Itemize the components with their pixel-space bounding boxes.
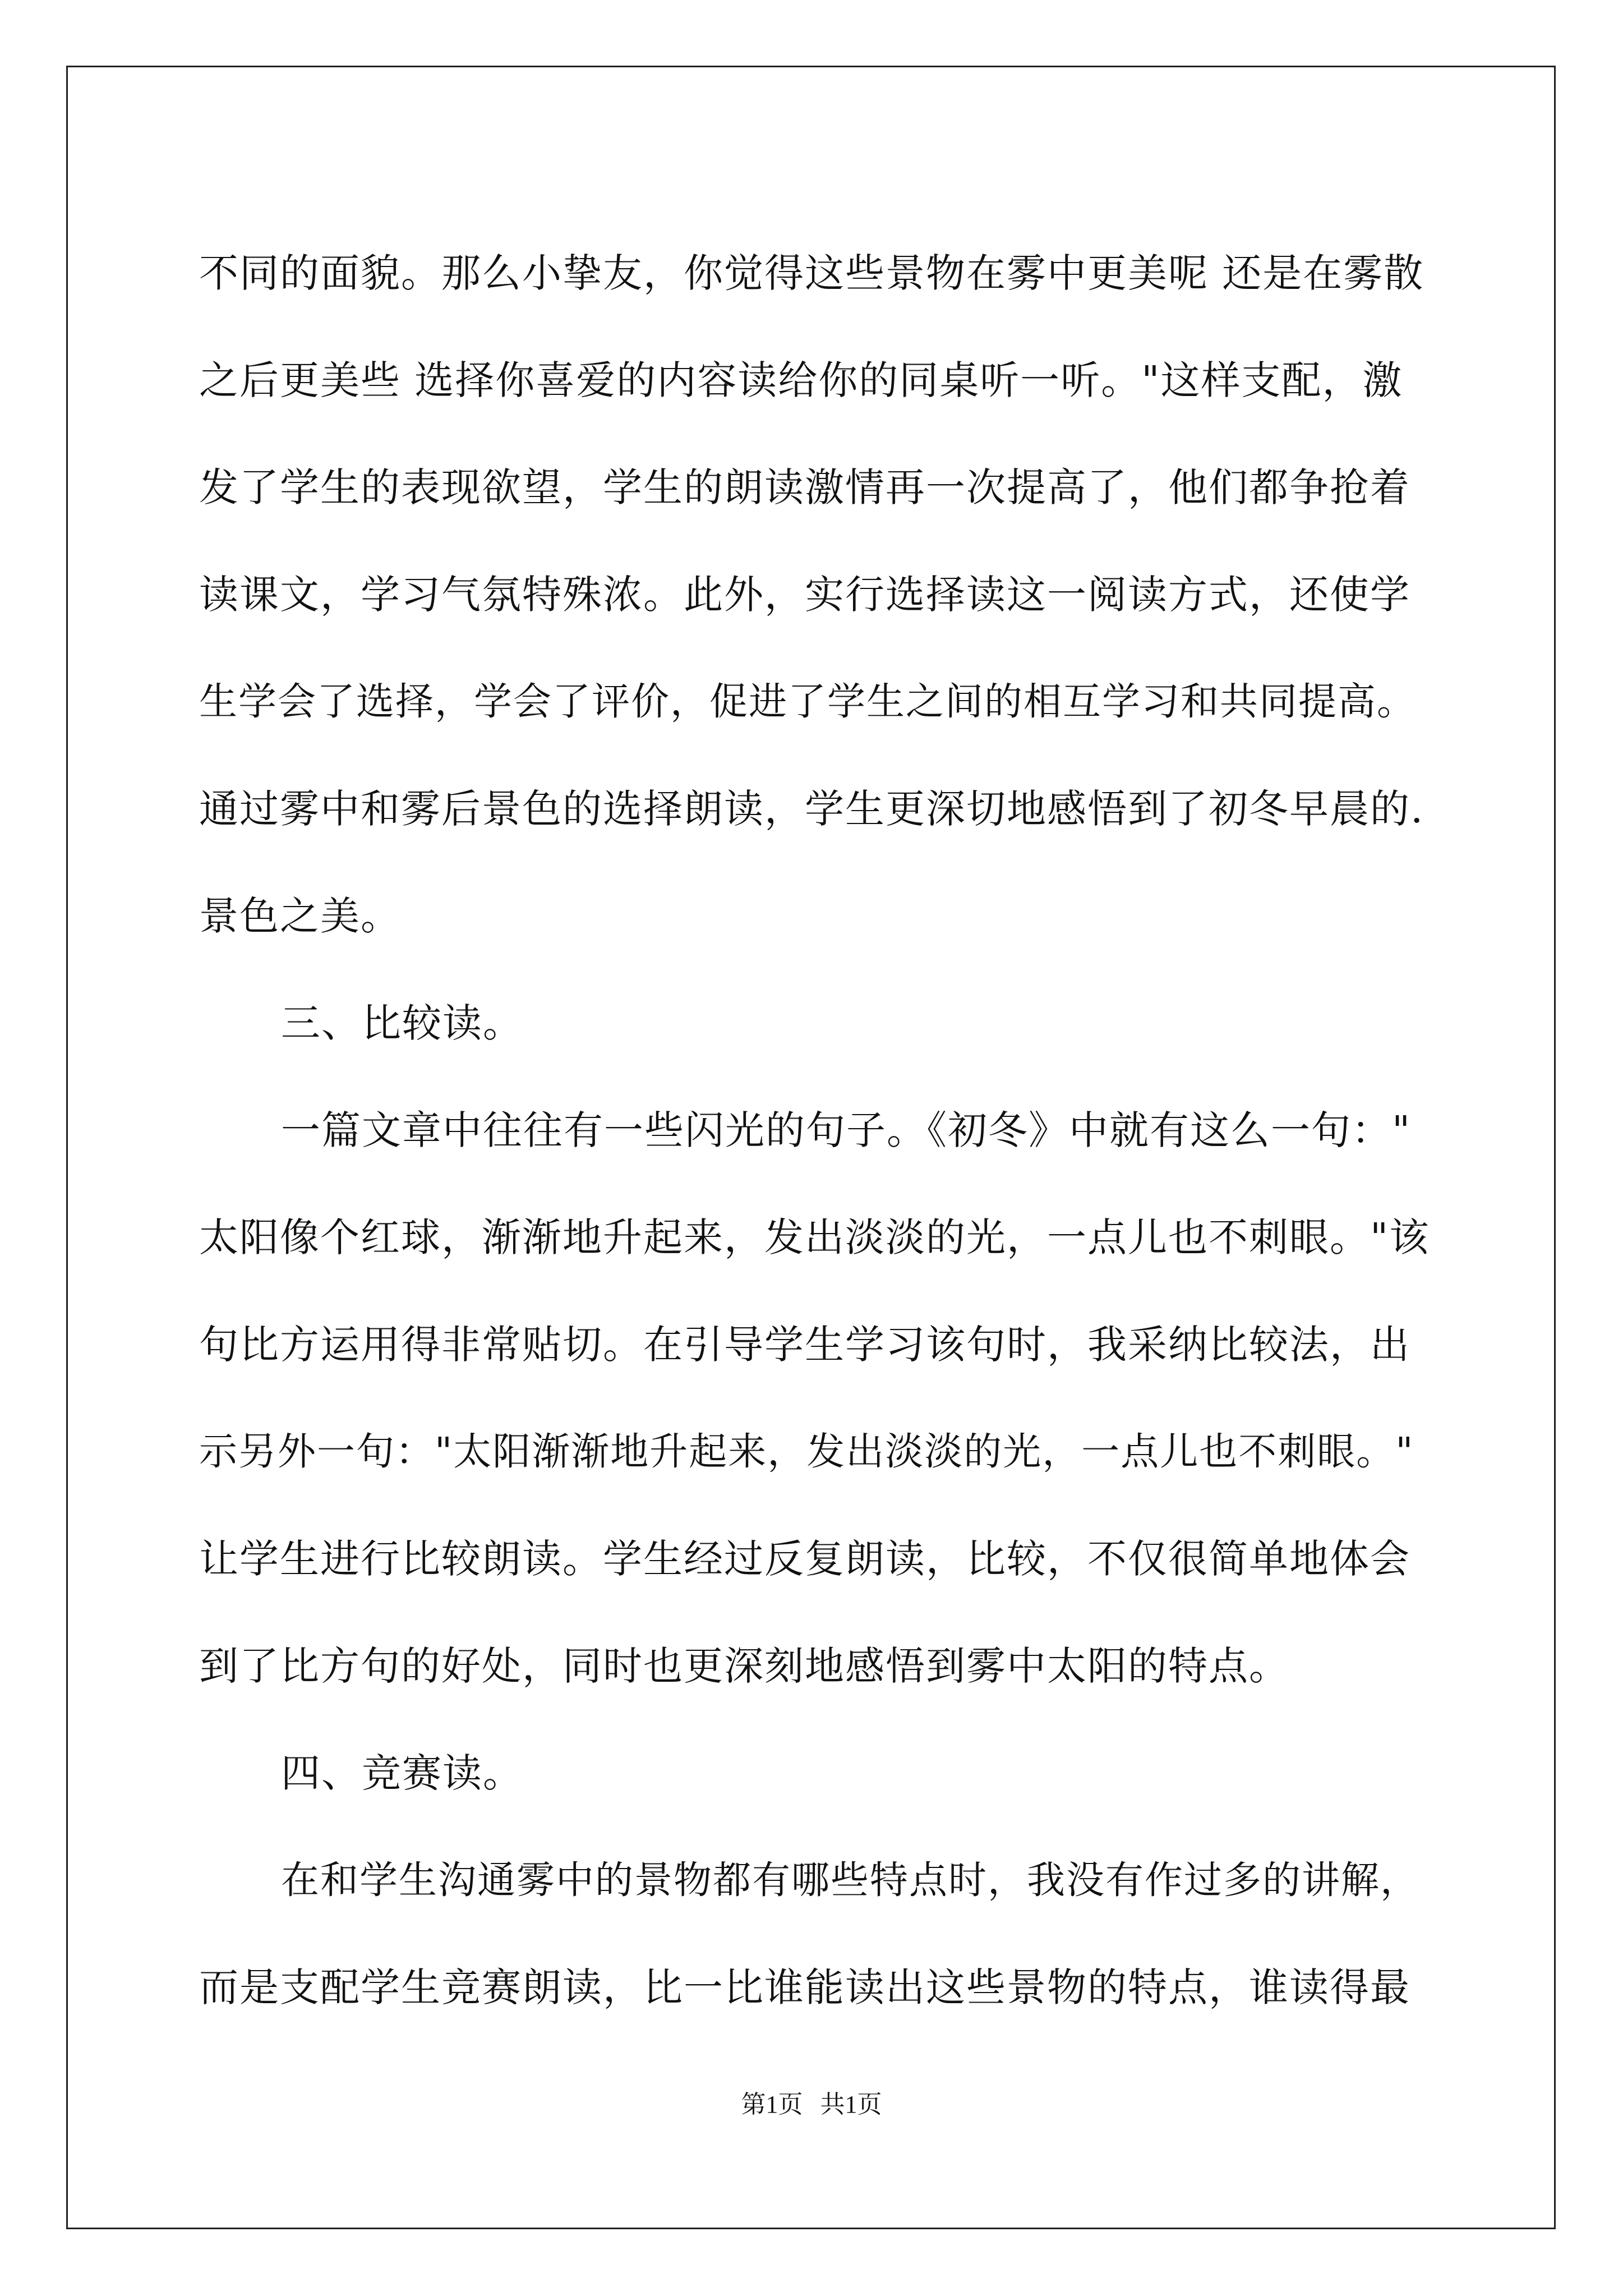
text-line: 之后更美些 选择你喜爱的内容读给你的同桌听一听。"这样支配，激	[199, 357, 1403, 403]
text-line: 四、竞赛读。	[281, 1750, 523, 1796]
text-line: 不同的面貌。那么小挚友，你觉得这些景物在雾中更美呢 还是在雾散	[199, 250, 1424, 296]
text-line: 而是支配学生竞赛朗读，比一比谁能读出这些景物的特点，谁读得最	[199, 1964, 1410, 2010]
text-line: 到了比方句的好处，同时也更深刻地感悟到雾中太阳的特点。	[199, 1643, 1289, 1689]
text-line: 在和学生沟通雾中的景物都有哪些特点时，我没有作过多的讲解，	[281, 1858, 1420, 1903]
text-line: 生学会了选择，学会了评价，促进了学生之间的相互学习和共同提高。	[199, 680, 1417, 724]
page-number: 第1页	[741, 2091, 803, 2118]
text-line: 让学生进行比较朗读。学生经过反复朗读，比较，不仅很简单地体会	[199, 1536, 1410, 1582]
text-line: 句比方运用得非常贴切。在引导学生学习该句时，我采纳比较法，出	[199, 1322, 1410, 1368]
text-line: 三、比较读。	[281, 1000, 523, 1046]
page-total: 共1页	[820, 2091, 882, 2118]
text-line: 通过雾中和雾后景色的选择朗读，学生更深切地感悟到了初冬早晨的.	[199, 786, 1424, 832]
text-line: 景色之美。	[199, 893, 401, 939]
text-line: 示另外一句："太阳渐渐地升起来，发出淡淡的光，一点儿也不刺眼。"	[199, 1430, 1414, 1474]
page-footer	[0, 2088, 1623, 2122]
text-line: 一篇文章中往往有一些闪光的句子。《初冬》中就有这么一句："	[281, 1107, 1412, 1153]
text-line: 太阳像个红球，渐渐地升起来，发出淡淡的光，一点儿也不刺眼。"该	[199, 1214, 1430, 1260]
text-line: 发了学生的表现欲望，学生的朗读激情再一次提高了，他们都争抢着	[199, 464, 1410, 510]
text-line: 读课文，学习气氛特殊浓。此外，实行选择读这一阅读方式，还使学	[199, 572, 1410, 618]
document-body	[199, 220, 1431, 2041]
